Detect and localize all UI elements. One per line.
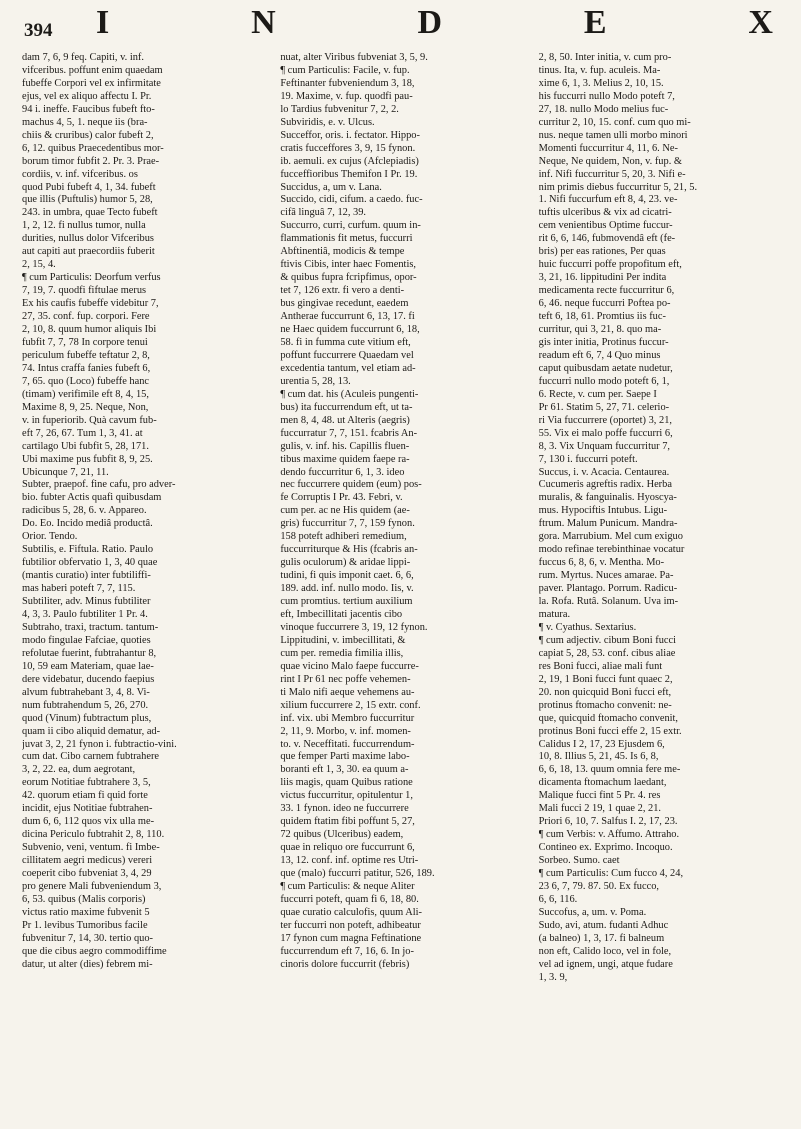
index-line: flammationis fit metus, fuccurri xyxy=(280,233,413,245)
index-line: dicina Periculo fubtrahit 2, 8, 110. xyxy=(22,829,165,841)
index-line: gis inter initia, Protinus fuccur- xyxy=(538,336,669,348)
index-line: Succeffor, oris. i. fectator. Hippo- xyxy=(280,129,420,141)
index-line: dere videbatur, ducendo faepius xyxy=(22,673,155,685)
index-line: quidem ftatim fibi poffunt 5, 27, xyxy=(280,816,415,828)
index-line: que (malo) fuccurri patitur, 526, 189. xyxy=(280,868,435,880)
index-line: fucceffioribus Themifon I Pr. 19. xyxy=(280,168,418,180)
index-line: ¶ cum Particulis: & neque Aliter xyxy=(280,881,415,892)
index-line: eft, Imbecillitati jacentis cibo xyxy=(280,608,403,620)
index-line: fuccurriturque & His (fcabris an- xyxy=(280,544,418,556)
index-line: ¶ v. Cyathus. Sextarius. xyxy=(538,621,637,633)
index-line: quam ii cibo aliquid dematur, ad- xyxy=(22,725,161,737)
index-line: curritur, qui 3, 21, 8. quo ma- xyxy=(538,324,662,336)
index-line: cordiis, v. inf. vifceribus. os xyxy=(22,168,138,180)
index-line: 17 fynon cum magna Feftinatione xyxy=(280,932,422,944)
index-line: Do. Eo. Incido mediâ productâ. xyxy=(22,518,153,530)
index-line: 72 quibus (Ulceribus) eadem, xyxy=(280,829,404,841)
index-line: periculum fubeffe teftatur 2, 8, xyxy=(22,349,150,361)
index-line: cifâ linguâ 7, 12, 39. xyxy=(280,207,367,219)
index-line: fuccurrendum eft 7, 16, 6. In jo- xyxy=(280,945,414,957)
index-line: ftrum. Malum Punicum. Mandra- xyxy=(538,518,678,530)
index-line: excedentia tantum, vel etiam ad- xyxy=(280,362,416,374)
page-header xyxy=(24,4,777,42)
index-line: que, quicquid ftomacho convenit, xyxy=(538,712,679,724)
index-line: cum promtius. tertium auxilium xyxy=(280,596,413,608)
index-line: quod (Vinum) fubtractum plus, xyxy=(22,712,152,724)
index-line: nec fuccurrere quidem (eum) pos- xyxy=(280,479,422,491)
index-line: quae vicino Malo faepe fuccurre- xyxy=(280,660,419,672)
index-line: eorum Notitiae fubtrahere 3, 5, xyxy=(22,777,151,789)
index-line: ti Malo nifi aeque vehemens au- xyxy=(280,686,415,698)
index-line: fuccurratur 7, 7, 151. fcabris An- xyxy=(280,427,418,439)
index-line: 6. Recte, v. cum per. Saepe I xyxy=(538,388,657,400)
index-line: fubvenitur 7, 14, 30. tertio quo- xyxy=(22,932,154,944)
index-line: 2, 15, 4. xyxy=(22,259,56,271)
index-line: borum timor fubfit 2. Pr. 3. Prae- xyxy=(22,155,160,167)
index-line: to. v. Neceffitati. fuccurrendum- xyxy=(280,738,415,750)
index-line: xilium fuccurrere 2, 15 extr. conf. xyxy=(280,699,421,711)
index-line: machus 4, 5, 1. neque iis (bra- xyxy=(22,116,148,128)
index-columns xyxy=(22,52,787,1119)
index-line: durities, nullus dolor Vifceribus xyxy=(22,233,154,245)
index-line: Succurro, curri, curfum. quum in- xyxy=(280,220,421,232)
index-line: 23 6, 7, 79. 87. 50. Ex fucco, xyxy=(538,881,659,892)
index-line: gris) fuccurritur 7, 7, 159 fynon. xyxy=(280,518,415,530)
index-line: quae in reliquo ore fuccurrunt 6, xyxy=(280,842,415,854)
index-line: quod Pubi fubeft 4, 1, 34. fubeft xyxy=(22,181,156,193)
index-line: Malique fucci fint 5 Pr. 4. res xyxy=(538,790,661,802)
index-line: ri Via fuccurrere (oportet) 3, 21, xyxy=(538,414,672,426)
index-line: cillitatem aegri medicus) vereri xyxy=(22,855,153,867)
index-line: huic fuccurri poffe propofitum eft, xyxy=(538,259,682,271)
index-line: matura. xyxy=(538,608,571,620)
index-line: 158 poteft adhiberi remedium, xyxy=(280,531,407,543)
index-line: 8, 3. Vix Unquam fuccurritur 7, xyxy=(538,440,671,452)
index-line: 7, 130 i. fuccurri poteft. xyxy=(538,453,638,465)
index-line: mus. Hypociftis Intubus. Ligu- xyxy=(538,505,668,517)
index-line: 20. non quicquid Boni fucci eft, xyxy=(538,686,672,698)
index-line: dicamenta ftomachum laedant, xyxy=(538,777,667,789)
index-line: 10, 59 eam Materiam, quae lae- xyxy=(22,660,154,672)
index-line: inf. vix. ubi Membro fuccurritur xyxy=(280,712,415,724)
index-line: bris) per eas rationes, Per quas xyxy=(538,246,666,258)
index-line: paver. Plantago. Porrum. Radicu- xyxy=(538,583,678,595)
index-line: 243. in umbra, quae Tecto fubeft xyxy=(22,207,158,219)
index-line: Subtilis, e. Fiftula. Ratio. Paulo xyxy=(22,544,154,556)
index-line: Abftinentiâ, modicis & tempe xyxy=(280,246,405,258)
index-line: cinoris dolore fuccurrit (febris) xyxy=(280,958,410,970)
index-line: nuat, alter Viribus fubveniat 3, 5, 9. xyxy=(280,52,428,63)
index-line: xime 6, 1, 3. Melius 2, 10, 15. xyxy=(538,77,664,89)
running-head-letter: N xyxy=(251,4,276,41)
index-line: pro genere Mali fubveniendum 3, xyxy=(22,881,162,892)
index-line: ¶ cum Particulis: Deorfum verfus xyxy=(22,272,161,284)
running-head xyxy=(96,4,777,42)
index-line: num fubtrahendum 5, 26, 270. xyxy=(22,699,149,711)
index-line: 6, 6, 116. xyxy=(538,893,578,905)
index-line: cum dat. Cibo carnem fubtrahere xyxy=(22,751,160,763)
index-line: alvum fubtrahebant 3, 4, 8. Vi- xyxy=(22,686,150,698)
index-line: 4, 3, 3. Paulo fubtiliter 1 Pr. 4. xyxy=(22,608,148,620)
index-line: bus gingivae recedunt, eaedem xyxy=(280,298,409,310)
index-line: (a balneo) 1, 3, 17. fi balneum xyxy=(538,932,665,944)
index-line: inf. Nifi fuccurritur 5, 20, 3. Nifi e- xyxy=(538,168,686,180)
index-line: vifceribus. poffunt enim quaedam xyxy=(22,64,163,76)
index-line: Succus, i. v. Acacia. Centaurea. xyxy=(538,466,670,478)
index-line: Ubi maxime pus fubfit 8, 9, 25. xyxy=(22,453,153,465)
index-line: la. Rofa. Rutâ. Solanum. Uva im- xyxy=(538,596,679,608)
index-line: radicibus 5, 28, 6. v. Appareo. xyxy=(22,505,147,517)
index-line: protinus ftomacho convenit: ne- xyxy=(538,699,672,711)
index-line: men 8, 4, 48. ut Alteris (aegris) xyxy=(280,414,410,426)
index-line: urentia 5, 28, 13. xyxy=(280,375,351,387)
index-line: cum per. remedia fimilia illis, xyxy=(280,647,404,659)
index-line: fubtilior obfervatio 1, 3, 40 quae xyxy=(22,557,158,569)
index-line: tuftis ulceribus & vix ad cicatri- xyxy=(538,207,672,219)
index-line: Feftinanter fubveniendum 3, 18, xyxy=(280,77,415,89)
index-line: boranti eft 1, 3, 30. ea quum a- xyxy=(280,764,409,776)
index-line: capiat 5, 28, 53. conf. cibus aliae xyxy=(538,647,676,659)
index-line: ib. aemuli. ex cujus (Afclepiadis) xyxy=(280,155,419,167)
index-line: readum eft 6, 7, 4 Quo minus xyxy=(538,349,661,361)
index-line: 1, 3. 9, xyxy=(538,971,568,983)
index-line: victus fuccurritur, opitulentur 1, xyxy=(280,790,413,802)
index-line: fe Corruptis I Pr. 43. Febri, v. xyxy=(280,492,403,504)
index-line: teft 6, 18, 61. Promtius iis fuc- xyxy=(538,311,666,323)
index-line: fubeffe Corpori vel ex infirmitate xyxy=(22,77,161,89)
index-line: 2, 8, 50. Inter initia, v. cum pro- xyxy=(538,52,672,63)
index-line: gulis, v. inf. his. Capillis fluen- xyxy=(280,440,410,452)
index-line: gulis oculorum) & aridae lippi- xyxy=(280,557,411,569)
index-line: poffunt fuccurrere Quaedam vel xyxy=(280,349,414,361)
index-line: ne Haec quidem fuccurrunt 6, 18, xyxy=(280,324,420,336)
index-line: juvat 3, 2, 21 fynon i. fubtractio-vini. xyxy=(22,738,177,750)
index-line: Subter, praepof. fine cafu, pro adver- xyxy=(22,479,176,491)
index-line: cartilago Ubi fubfit 5, 28, 171. xyxy=(22,440,149,452)
index-line: 3, 2, 22. ea, dum aegrotant, xyxy=(22,764,136,776)
index-line: Pr 61. Statim 5, 27, 71. celerio- xyxy=(538,401,670,413)
running-head-letter: D xyxy=(417,4,443,41)
index-line: fuccurri nullo modo poteft 6, 1, xyxy=(538,375,670,387)
index-line: 7, 19, 7. quodfi fiftulae merus xyxy=(22,285,147,297)
index-line: medicamenta recte fuccurritur 6, xyxy=(538,285,675,297)
index-line: 6, 12. quibus Praecedentibus mor- xyxy=(22,142,164,154)
index-line: 189. add. inf. nullo modo. Iis, v. xyxy=(280,583,414,595)
index-line: res Boni fucci, aliae mali funt xyxy=(538,660,663,672)
index-line: 94 i. ineffe. Faucibus fubeft fto- xyxy=(22,103,155,115)
index-line: vinoque fuccurrere 3, 19, 12 fynon. xyxy=(280,621,428,633)
index-line: 10, 8. Illius 5, 21, 45. Is 6, 8, xyxy=(538,751,659,763)
index-line: Calidus I 2, 17, 23 Ejusdem 6, xyxy=(538,738,665,750)
index-line: Momenti fuccurritur 4, 11, 6. Ne- xyxy=(538,142,678,154)
index-line: Succidus, a, um v. Lana. xyxy=(280,181,382,193)
index-line: ftivis Cibis, inter haec Fomentis, xyxy=(280,259,416,271)
index-line: gora. Marrubium. Mel cum exiguo xyxy=(538,531,683,543)
index-line: protinus Boni fucci effe 2, 15 extr. xyxy=(538,725,682,737)
index-line: fuccurri poteft, quam fi 6, 18, 80. xyxy=(280,893,419,905)
index-line: ¶ cum Particulis: Facile, v. fup. xyxy=(280,64,410,76)
index-line: ¶ cum adjectiv. cibum Boni fucci xyxy=(538,634,676,646)
index-line: datur, ut alter (dies) febrem mi- xyxy=(22,958,153,970)
index-line: que femper Parti maxime labo- xyxy=(280,751,410,763)
index-line: v. in fuperiorib. Quà cavum fub- xyxy=(22,414,157,426)
index-line: cum per. ac ne His quidem (ae- xyxy=(280,505,410,517)
index-line: Priori 6, 10, 7. Salfus I. 2, 17, 23. xyxy=(538,816,678,828)
index-line: Antherae fuccurrunt 6, 13, 17. fi xyxy=(280,311,415,323)
index-line: 2, 11, 9. Morbo, v. inf. momen- xyxy=(280,725,411,737)
index-line: modo fingulae Fafciae, quoties xyxy=(22,634,151,646)
index-line: fubfit 7, 7, 78 In corpore tenui xyxy=(22,336,148,348)
index-line: tibus maxime quidem faepe ra- xyxy=(280,453,410,465)
index-line: his fuccurri nullo Modo poteft 7, xyxy=(538,90,675,102)
index-line: 7, 65. quo (Loco) fubeffe hanc xyxy=(22,375,150,387)
index-line: que illis (Puftulis) humor 5, 28, xyxy=(22,194,153,206)
index-line: nim primis diebus fuccurritur 5, 21, 5. xyxy=(538,181,698,193)
index-line: Succofus, a, um. v. Poma. xyxy=(538,906,647,918)
index-line: 19. Maxime, v. fup. quodfi pau- xyxy=(280,90,413,102)
index-line: Succido, cidi, cifum. a caedo. fuc- xyxy=(280,194,423,206)
index-line: Subviridis, e. v. Ulcus. xyxy=(280,116,375,128)
index-line: curritur 2, 10, 15. conf. cum quo mi- xyxy=(538,116,691,128)
index-line: non eft, Calido loco, vel in fole, xyxy=(538,945,672,957)
index-line: Sorbeo. Sumo. caet xyxy=(538,855,620,867)
index-line: Contineo ex. Exprimo. Incoquo. xyxy=(538,842,673,854)
index-line: Ex his caufis fubeffe videbitur 7, xyxy=(22,298,159,310)
index-line: 58. fi in fumma cute vitium eft, xyxy=(280,336,411,348)
index-line: 1. Nifi fuccurfum eft 8, 4, 23. ve- xyxy=(538,194,678,206)
index-line: Subtraho, traxi, tractum. tantum- xyxy=(22,621,159,633)
running-head-letter: E xyxy=(583,4,607,41)
index-line: Cucumeris agreftis radix. Herba xyxy=(538,479,672,491)
index-line: rit 6, 6, 146, fubmovendâ eft (fe- xyxy=(538,233,676,245)
index-line: mas haberi poteft 7, 7, 115. xyxy=(22,583,136,595)
index-line: tudini, fi quis imponit caet. 6, 6, xyxy=(280,570,414,582)
index-line: 27, 35. conf. fup. corpori. Fere xyxy=(22,311,150,323)
index-line: 6, 6, 18, 13. quum omnia fere me- xyxy=(538,764,681,776)
index-column-right xyxy=(539,52,787,1119)
index-line: Pr 1. levibus Tumoribus facile xyxy=(22,919,148,931)
index-line: muralis, & fanguinalis. Hyoscya- xyxy=(538,492,677,504)
index-line: modo refinae terebinthinae vocatur xyxy=(538,544,685,556)
index-line: ter fuccurri non poteft, adhibeatur xyxy=(280,919,421,931)
index-line: bus) ita fuccurrendum eft, ut ta- xyxy=(280,401,413,413)
index-line: dendo fuccurritur 6, 1, 3. ideo xyxy=(280,466,405,478)
index-line: caput quibusdam aetate nudetur, xyxy=(538,362,673,374)
index-column-left xyxy=(22,52,270,1119)
index-line: Subvenio, veni, ventum. fi Imbe- xyxy=(22,842,160,854)
index-line: refolutae fuerint, fubtrahantur 8, xyxy=(22,647,157,659)
running-head-letter: X xyxy=(748,4,773,41)
index-line: lo Tardius fubvenitur 7, 2, 2. xyxy=(280,103,399,115)
index-line: dum 6, 6, 112 quos vix ulla me- xyxy=(22,816,155,828)
index-line: Sudo, avi, atum. fudanti Adhuc xyxy=(538,919,669,931)
index-line: Lippitudini, v. imbecillitati, & xyxy=(280,634,406,646)
index-line: quae curatio calculofis, quum Ali- xyxy=(280,906,423,918)
index-line: 3, 21, 16. lippitudini Per indita xyxy=(538,272,667,284)
index-line: tinus. Ita, v. fup. aculeis. Ma- xyxy=(538,64,661,76)
index-line: (mantis curatio) inter fubtiliffi- xyxy=(22,570,151,582)
index-line: chiis & cruribus) calor fubeft 2, xyxy=(22,129,154,141)
index-line: tet 7, 126 extr. fi vero a denti- xyxy=(280,285,405,297)
index-line: liis magis, quam Quibus ratione xyxy=(280,777,413,789)
index-line: eft 7, 26, 67. Tum 1, 3, 41. at xyxy=(22,427,143,439)
index-column-middle xyxy=(280,52,528,1119)
running-head-letter: I xyxy=(96,4,110,41)
index-line: victus ratio maxime fubvenit 5 xyxy=(22,906,150,918)
index-line: vel ad ignem, ungi, atque fudare xyxy=(538,958,673,970)
index-line: 2, 10, 8. quum humor aliquis Ibi xyxy=(22,324,157,336)
index-line: 74. Intus craffa fanies fubeft 6, xyxy=(22,362,151,374)
index-line: bio. fubter Actis quafi quibusdam xyxy=(22,492,162,504)
index-line: 27, 18. nullo Modo melius fuc- xyxy=(538,103,669,115)
index-line: Mali fucci 2 19, 1 quae 2, 21. xyxy=(538,803,662,815)
index-line: & quibus fupra fcripfimus, opor- xyxy=(280,272,417,284)
index-line: Neque, Ne quidem, Non, v. fup. & xyxy=(538,155,682,167)
index-line: dam 7, 6, 9 feq. Capiti, v. inf. xyxy=(22,52,144,63)
index-line: cratis fucceffores 3, 9, 15 fynon. xyxy=(280,142,416,154)
index-line: ejus, vel ex aliquo affectu I. Pr. xyxy=(22,90,152,102)
index-line: rint I Pr 61 nec poffe vehemen- xyxy=(280,673,411,685)
index-line: rum. Myrtus. Nuces amarae. Pa- xyxy=(538,570,674,582)
page-number: 394 xyxy=(24,20,53,41)
index-line: ¶ cum Verbis: v. Affumo. Attraho. xyxy=(538,829,680,841)
index-line: 1, 2, 12. fi nullus tumor, nulla xyxy=(22,220,146,232)
index-line: aut capiti aut praecordiis fuberit xyxy=(22,246,155,258)
index-line: 2, 19, 1 Boni fucci funt quaec 2, xyxy=(538,673,673,685)
index-line: ¶ cum dat. his (Aculeis pungenti- xyxy=(280,388,419,400)
index-line: coeperit cibo fubveniat 3, 4, 29 xyxy=(22,868,152,880)
index-line: que die cibus aegro commodiffime xyxy=(22,945,167,957)
index-line: fuccus 6, 8, 6, v. Mentha. Mo- xyxy=(538,557,665,569)
index-line: ¶ cum Particulis: Cum fucco 4, 24, xyxy=(538,868,684,880)
index-line: incidit, ejus Notitiae fubtrahen- xyxy=(22,803,153,815)
index-line: 6, 53. quibus (Malis corporis) xyxy=(22,893,146,905)
index-line: Maxime 8, 9, 25. Neque, Non, xyxy=(22,401,149,413)
index-line: 55. Vix ei malo poffe fuccurri 6, xyxy=(538,427,673,439)
index-line: 33. 1 fynon. ideo ne fuccurrere xyxy=(280,803,409,815)
index-line: 13, 12. conf. inf. optime res Utri- xyxy=(280,855,419,867)
index-line: Orior. Tendo. xyxy=(22,531,78,543)
index-line: Ubicunque 7, 21, 11. xyxy=(22,466,109,478)
index-line: Subtiliter, adv. Minus fubtiliter xyxy=(22,596,151,608)
index-line: cem venientibus Optime fuccur- xyxy=(538,220,673,232)
index-line: 6, 46. neque fuccurri Poftea po- xyxy=(538,298,671,310)
index-line: (timam) verifimile eft 8, 4, 15, xyxy=(22,388,149,400)
index-line: nus. neque tamen ulli morbo minori xyxy=(538,129,688,141)
index-line: 42. quorum etiam fi quid forte xyxy=(22,790,148,802)
